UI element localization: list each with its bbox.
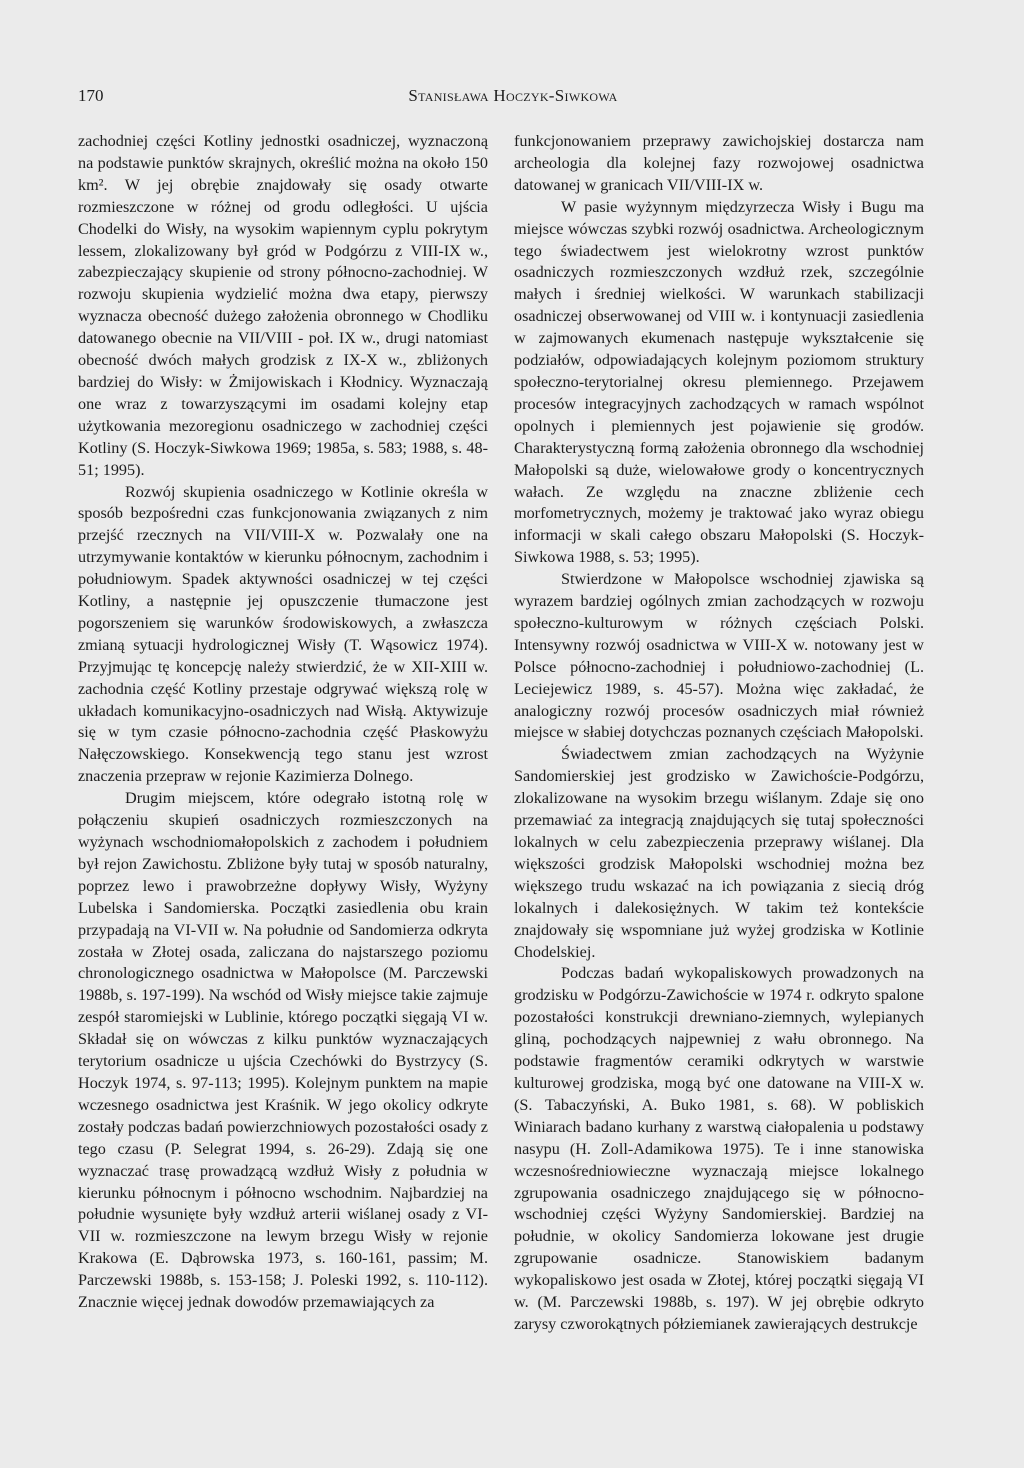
paragraph: W pasie wyżynnym międzyrzecza Wisły i Bugu ma miejsce wówczas szybki rozwój osadnictwa. Archeologicznym tego świadectwem jest wielokrotny wzrost punktów osadniczych rozmieszczonych wzdłuż rzek, szczególnie małych i średniej wielkości. W warunkach stabilizacji osadniczej obserwowanej od VIII w. i kontynuacji zasiedlenia w zajmowanych ekumenach następuje wykształcenie się podziałów, odpowiadających kolejnym poziomom struktury społeczno-terytorialnej okresu plemiennego. Przejawem procesów integracyjnych zachodzących w ramach wspólnot opolnych i plemiennych jest pojawienie się grodów. Charakterystyczną formą założenia obronnego dla wschodniej Małopolski są duże, wielowałowe grody o koncentrycznych wałach. Ze względu na znaczne zbliżenie cech morfometrycznych, możemy je traktować jako wyraz obiegu informacji w skali całego obszaru Małopolski (S. Hoczyk-Siwkowa 1988, s. 53; 1995). — [514, 197, 924, 567]
paragraph: zachodniej części Kotliny jednostki osadniczej, wyznaczoną na podstawie punktów skrajnych, określić można na około 150 km². W jej obrębie znajdowały się osady otwarte rozmieszczone w różnej od grodu odległości. U ujścia Chodelki do Wisły, na wysokim wapiennym cyplu pokrytym lessem, zlokalizowany był gród w Podgórzu z VIII-IX w., zabezpieczający skupienie od strony północno-zachodniej. W rozwoju skupienia wydzielić można dwa etapy, pierwszy wyznacza obecność dużego założenia obronnego w Chodliku datowanego obecnie na VII/VIII - poł. IX w., drugi natomiast obecność dwóch małych grodzisk z IX-X w., zbliżonych bardziej do Wisły: w Żmijowiskach i Kłodnicy. Wyznaczają one wraz z towarzyszącymi im osadami kolejny etap użytkowania mezoregionu osadniczego w zachodniej części Kotliny (S. Hoczyk-Siwkowa 1969; 1985a, s. 583; 1988, s. 48-51; 1995). — [78, 132, 488, 479]
left-column — [78, 131, 488, 1314]
paragraph: Drugim miejscem, które odegrało istotną rolę w połączeniu skupień osadniczych rozmieszczonych na wyżynach wschodniomałopolskich z zachodem i południem był rejon Zawichostu. Zbliżone były tutaj w sposób naturalny, poprzez lewo i prawobrzeżne dopływy Wisły, Wyżyny Lubelska i Sandomierska. Początki zasiedlenia obu krain przypadają na VI-VII w. Na południe od Sandomierza odkryta została w Złotej osada, zaliczana do najstarszego poziomu chronologicznego osadnictwa w Małopolsce (M. Parczewski 1988b, s. 197-199). Na wschód od Wisły miejsce takie zajmuje zespół staromiejski w Lublinie, którego początki sięgają VI w. Składał się on wówczas z kilku punktów wyznaczających terytorium osadnicze u ujścia Czechówki do Bystrzycy (S. Hoczyk 1974, s. 97-113; 1995). Kolejnym punktem na mapie wczesnego osadnictwa jest Kraśnik. W jego okolicy odkryte zostały podczas badań powierzchniowych pozostałości osady z tego czasu (P. Selegrat 1994, s. 26-29). Zdają się one wyznaczać trasę prowadzącą wzdłuż Wisły z południa w kierunku północnym i północno wschodnim. Najbardziej na południe wysunięte były wzdłuż arterii wiślanej osady z VI-VII w. rozmieszczone na lewym brzegu Wisły w rejonie Krakowa (E. Dąbrowska 1973, s. 160-161, passim; M. Parczewski 1988b, s. 153-158; J. Poleski 1992, s. 110-112). Znacznie więcej jednak dowodów przemawiających za — [78, 789, 488, 1312]
right-column — [514, 131, 924, 1336]
running-head-author: Stanisława Hoczyk-Siwkowa — [408, 86, 618, 105]
page-header — [78, 86, 948, 110]
paragraph: Podczas badań wykopaliskowych prowadzonych na grodzisku w Podgórzu-Zawichoście w 1974 r. odkryto spalone pozostałości konstrukcji drewniano-ziemnych, wylepianych gliną, pochodzących najpewniej z wału obronnego. Na podstawie fragmentów ceramiki odkrytych w warstwie kulturowej grodziska, mogą być one datowane na VIII-X w. (S. Tabaczyński, A. Buko 1981, s. 68). W pobliskich Winiarach badano kurhany z warstwą ciałopalenia u podstawy nasypu (H. Zoll-Adamikowa 1975). Te i inne stanowiska wczesnośredniowieczne wyznaczają miejsce lokalnego zgrupowania osadniczego znajdującego się w północno-wschodniej części Wyżyny Sandomierskiej. Bardziej na południe, w okolicy Sandomierza lokowane jest drugie zgrupowanie osadnicze. Stanowiskiem badanym wykopaliskowo jest osada w Złotej, której początki sięgają VI w. (M. Parczewski 1988b, s. 197). W jej obrębie odkryto zarysy czworokątnych półziemianek zawierających destrukcje — [514, 964, 924, 1333]
paragraph: funkcjonowaniem przeprawy zawichojskiej dostarcza nam archeologia dla kolejnej fazy rozwojowej osadnictwa datowanej w granicach VII/VIII-IX w. — [514, 132, 924, 194]
paragraph: Rozwój skupienia osadniczego w Kotlinie określa w sposób bezpośredni czas funkcjonowania związanych z nim przejść rzecznych na VII/VIII-X w. Pozwalały one na utrzymywanie kontaktów w kierunku północnym, zachodnim i południowym. Spadek aktywności osadniczej w tej części Kotliny, a następnie jej opuszczenie tłumaczone jest pogorszeniem się warunków środowiskowych, a zwłaszcza zmianą sytuacji hydrologicznej Wisły (T. Wąsowicz 1974). Przyjmując tę koncepcję należy stwierdzić, że w XII-XIII w. zachodnia część Kotliny przestaje odgrywać większą rolę w układach komunikacyjno-osadniczych nad Wisłą. Aktywizuje się w tym czasie północno-zachodnia część Płaskowyżu Nałęczowskiego. Konsekwencją tego stanu jest wzrost znaczenia przepraw w rejonie Kazimierza Dolnego. — [78, 482, 488, 786]
paragraph: Świadectwem zmian zachodzących na Wyżynie Sandomierskiej jest grodzisko w Zawichoście-Podgórzu, zlokalizowane na wysokim brzegu wiślanym. Zdaje się ono przemawiać za integracją znajdujących się tutaj społeczności lokalnych w celu zabezpieczenia przeprawy wiślanej. Dla większości grodzisk Małopolski wschodniej można bez większego trudu wskazać na ich powiązania z siecią dróg lokalnych i dalekosiężnych. W takim też kontekście znajdowały się wspomniane już wyżej grodziska w Kotlinie Chodelskiej. — [514, 745, 924, 961]
paragraph: Stwierdzone w Małopolsce wschodniej zjawiska są wyrazem bardziej ogólnych zmian zachodzących w rozwoju społeczno-kulturowym w różnych częściach Polski. Intensywny rozwój osadnictwa w VIII-X w. notowany jest w Polsce północno-zachodniej i południowo-zachodniej (L. Leciejewicz 1989, s. 45-57). Można więc zakładać, że analogiczny rozwój procesów osadniczych miał również miejsce w słabiej dotychczas poznanych częściach Małopolski. — [514, 570, 924, 742]
page-number: 170 — [78, 86, 104, 105]
